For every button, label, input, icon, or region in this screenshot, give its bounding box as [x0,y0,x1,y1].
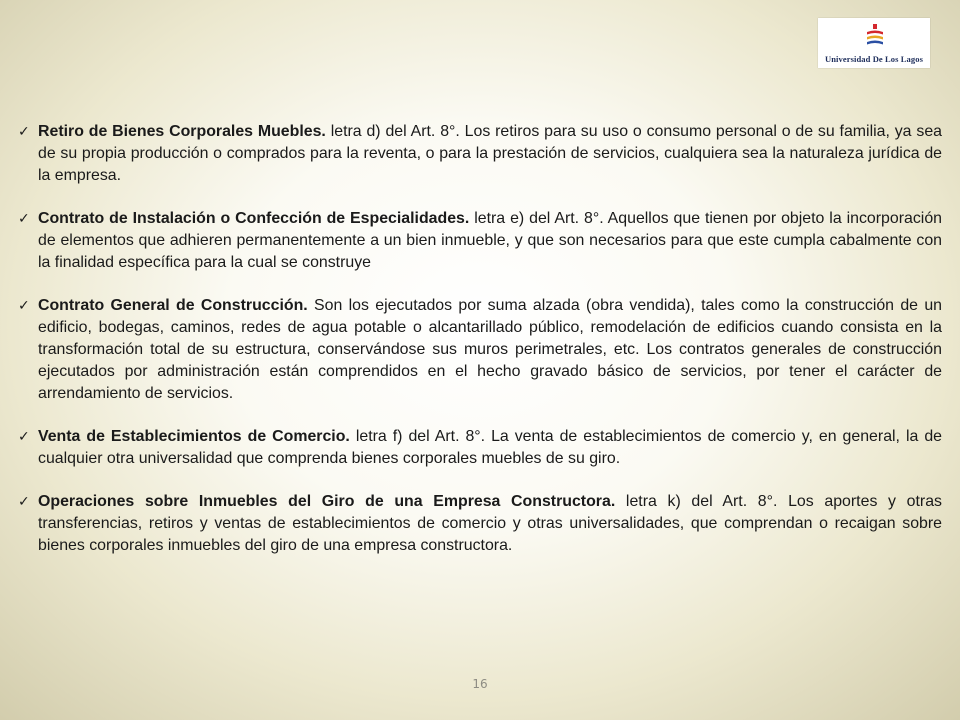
checkmark-icon: ✓ [18,124,30,140]
item-text: letra e) del Art. 8°. Aquellos que tienen por objeto la incorporación de elementos que adhieren permanentemente a un bien inmueble, y que son necesarios para que este cumpla cabalmente con la finalidad específica para la cual se construye [38,210,942,271]
item-title: Contrato de Instalación o Confección de Especialidades. [38,210,470,227]
checkmark-icon: ✓ [18,211,30,227]
item-title: Operaciones sobre Inmuebles del Giro de una Empresa Constructora. [38,493,616,510]
list-item [18,426,942,470]
page-number: 16 [472,677,488,691]
university-logo [818,18,930,68]
item-text: letra d) del Art. 8°. Los retiros para su uso o consumo personal o de su familia, ya sea de su propia producción o comprados para la reventa, o para la prestación de servicios, cualquiera sea la naturaleza jurídica de la empresa. [38,123,942,184]
list-item [18,121,942,187]
item-text: letra f) del Art. 8°. La venta de establecimientos de comercio y, en general, la de cualquier otra universalidad que comprenda bienes corporales muebles de su giro. [38,428,942,467]
university-name: Universidad De Los Lagos [824,54,924,64]
list-item [18,295,942,405]
item-text: Son los ejecutados por suma alzada (obra vendida), tales como la construcción de un edificio, bodegas, caminos, redes de agua potable o alcantarillado público, remodelación de edificios cuando consista en la transformación total de su estructura, conservándose sus muros perimetrales, etc. Los contratos generales de construcción ejecutados por administración están comprendidos en el hecho gravado básico de servicios, por tener el carácter de arrendamiento de servicios. [38,297,942,402]
item-title: Venta de Establecimientos de Comercio. [38,428,350,445]
checkmark-icon: ✓ [18,298,30,314]
list-item [18,208,942,274]
checkmark-icon: ✓ [18,429,30,445]
university-emblem-icon [866,24,884,50]
item-title: Retiro de Bienes Corporales Muebles. [38,123,326,140]
item-text: letra k) del Art. 8°. Los aportes y otras transferencias, retiros y ventas de establecimientos de comercio y otras universalidades, que comprendan o recaigan sobre bienes corporales inmuebles del giro de una empresa constructora. [38,493,943,554]
item-title: Contrato General de Construcción. [38,297,308,314]
checkmark-icon: ✓ [18,494,30,510]
list-item [18,491,942,557]
bullet-list [18,121,942,557]
